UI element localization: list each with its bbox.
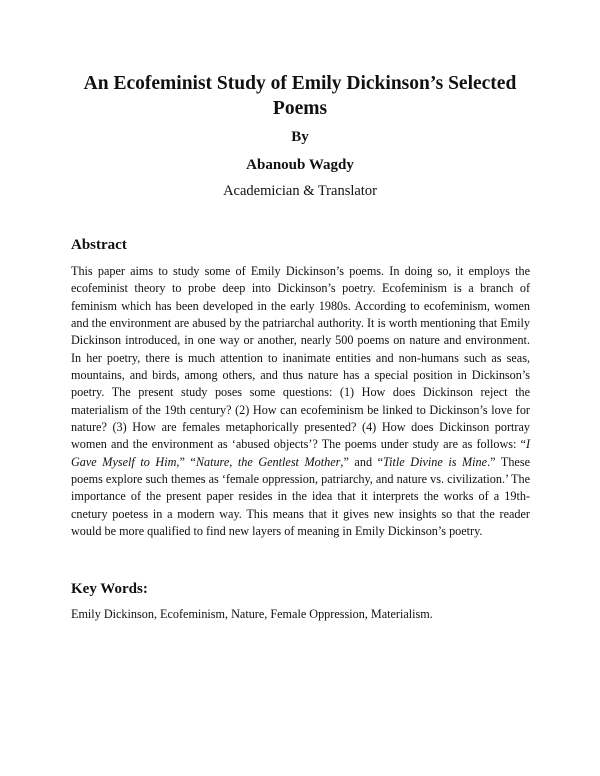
poem-title-1: I Gave Myself to Him (71, 437, 530, 469)
poem-title-3: Title Divine is Mine (383, 454, 488, 469)
author-name: Abanoub Wagdy (246, 157, 354, 173)
keywords-list: Emily Dickinson, Ecofeminism, Nature, Female Oppression, Materialism. (71, 607, 433, 621)
keywords-heading: Key Words: (71, 581, 148, 597)
abstract-separator-2: ,” and “ (340, 454, 384, 469)
abstract-paragraph (71, 263, 530, 541)
byline-label: By (291, 129, 309, 145)
abstract-text-part2: .” These poems explore such themes as ‘female oppression, patriarchy, and nature vs. civilization.’ The importance of the present paper resides in the idea that it interprets the works of a 19th-cnetury poetess in a modern way. This means that it gives new insights so that the reader would be more qualified to find new layers of meaning in Emily Dickinson’s poetry. (71, 454, 530, 539)
abstract-separator-1: ,” “ (176, 454, 196, 469)
author-affiliation: Academician & Translator (223, 183, 377, 199)
poem-title-2: Nature, the Gentlest Mother (195, 454, 341, 469)
abstract-heading: Abstract (71, 237, 127, 253)
abstract-text-part1: This paper aims to study some of Emily Dickinson’s poems. In doing so, it employs the ecofeminist theory to probe deep into Dickinson’s poetry. Ecofeminism is a branch of feminism which has been developed in the early 1980s. According to ecofeminism, women and the environment are abused by the patriarchal authority. It is worth mentioning that Emily Dickinson introduced, in one way or another, nearly 500 poems on nature and environment. In her poetry, there is much attention to inanimate entities and non-humans such as seas, mountains, and birds, among others, and thus nature has a special position in Dickinson’s poetry. The present study poses some questions: (1) How does Dickinson reject the materialism of the 19th century? (2) How can ecofeminism be linked to Dickinson’s love for nature? (3) How are females metaphorically presented? (4) How does Dickinson portray women and the environment as ‘abused objects’? The poems under study are as follows: “ (71, 264, 530, 452)
abstract-body (71, 263, 530, 541)
paper-title: An Ecofeminist Study of Emily Dickinson’s Selected Poems (83, 73, 517, 119)
